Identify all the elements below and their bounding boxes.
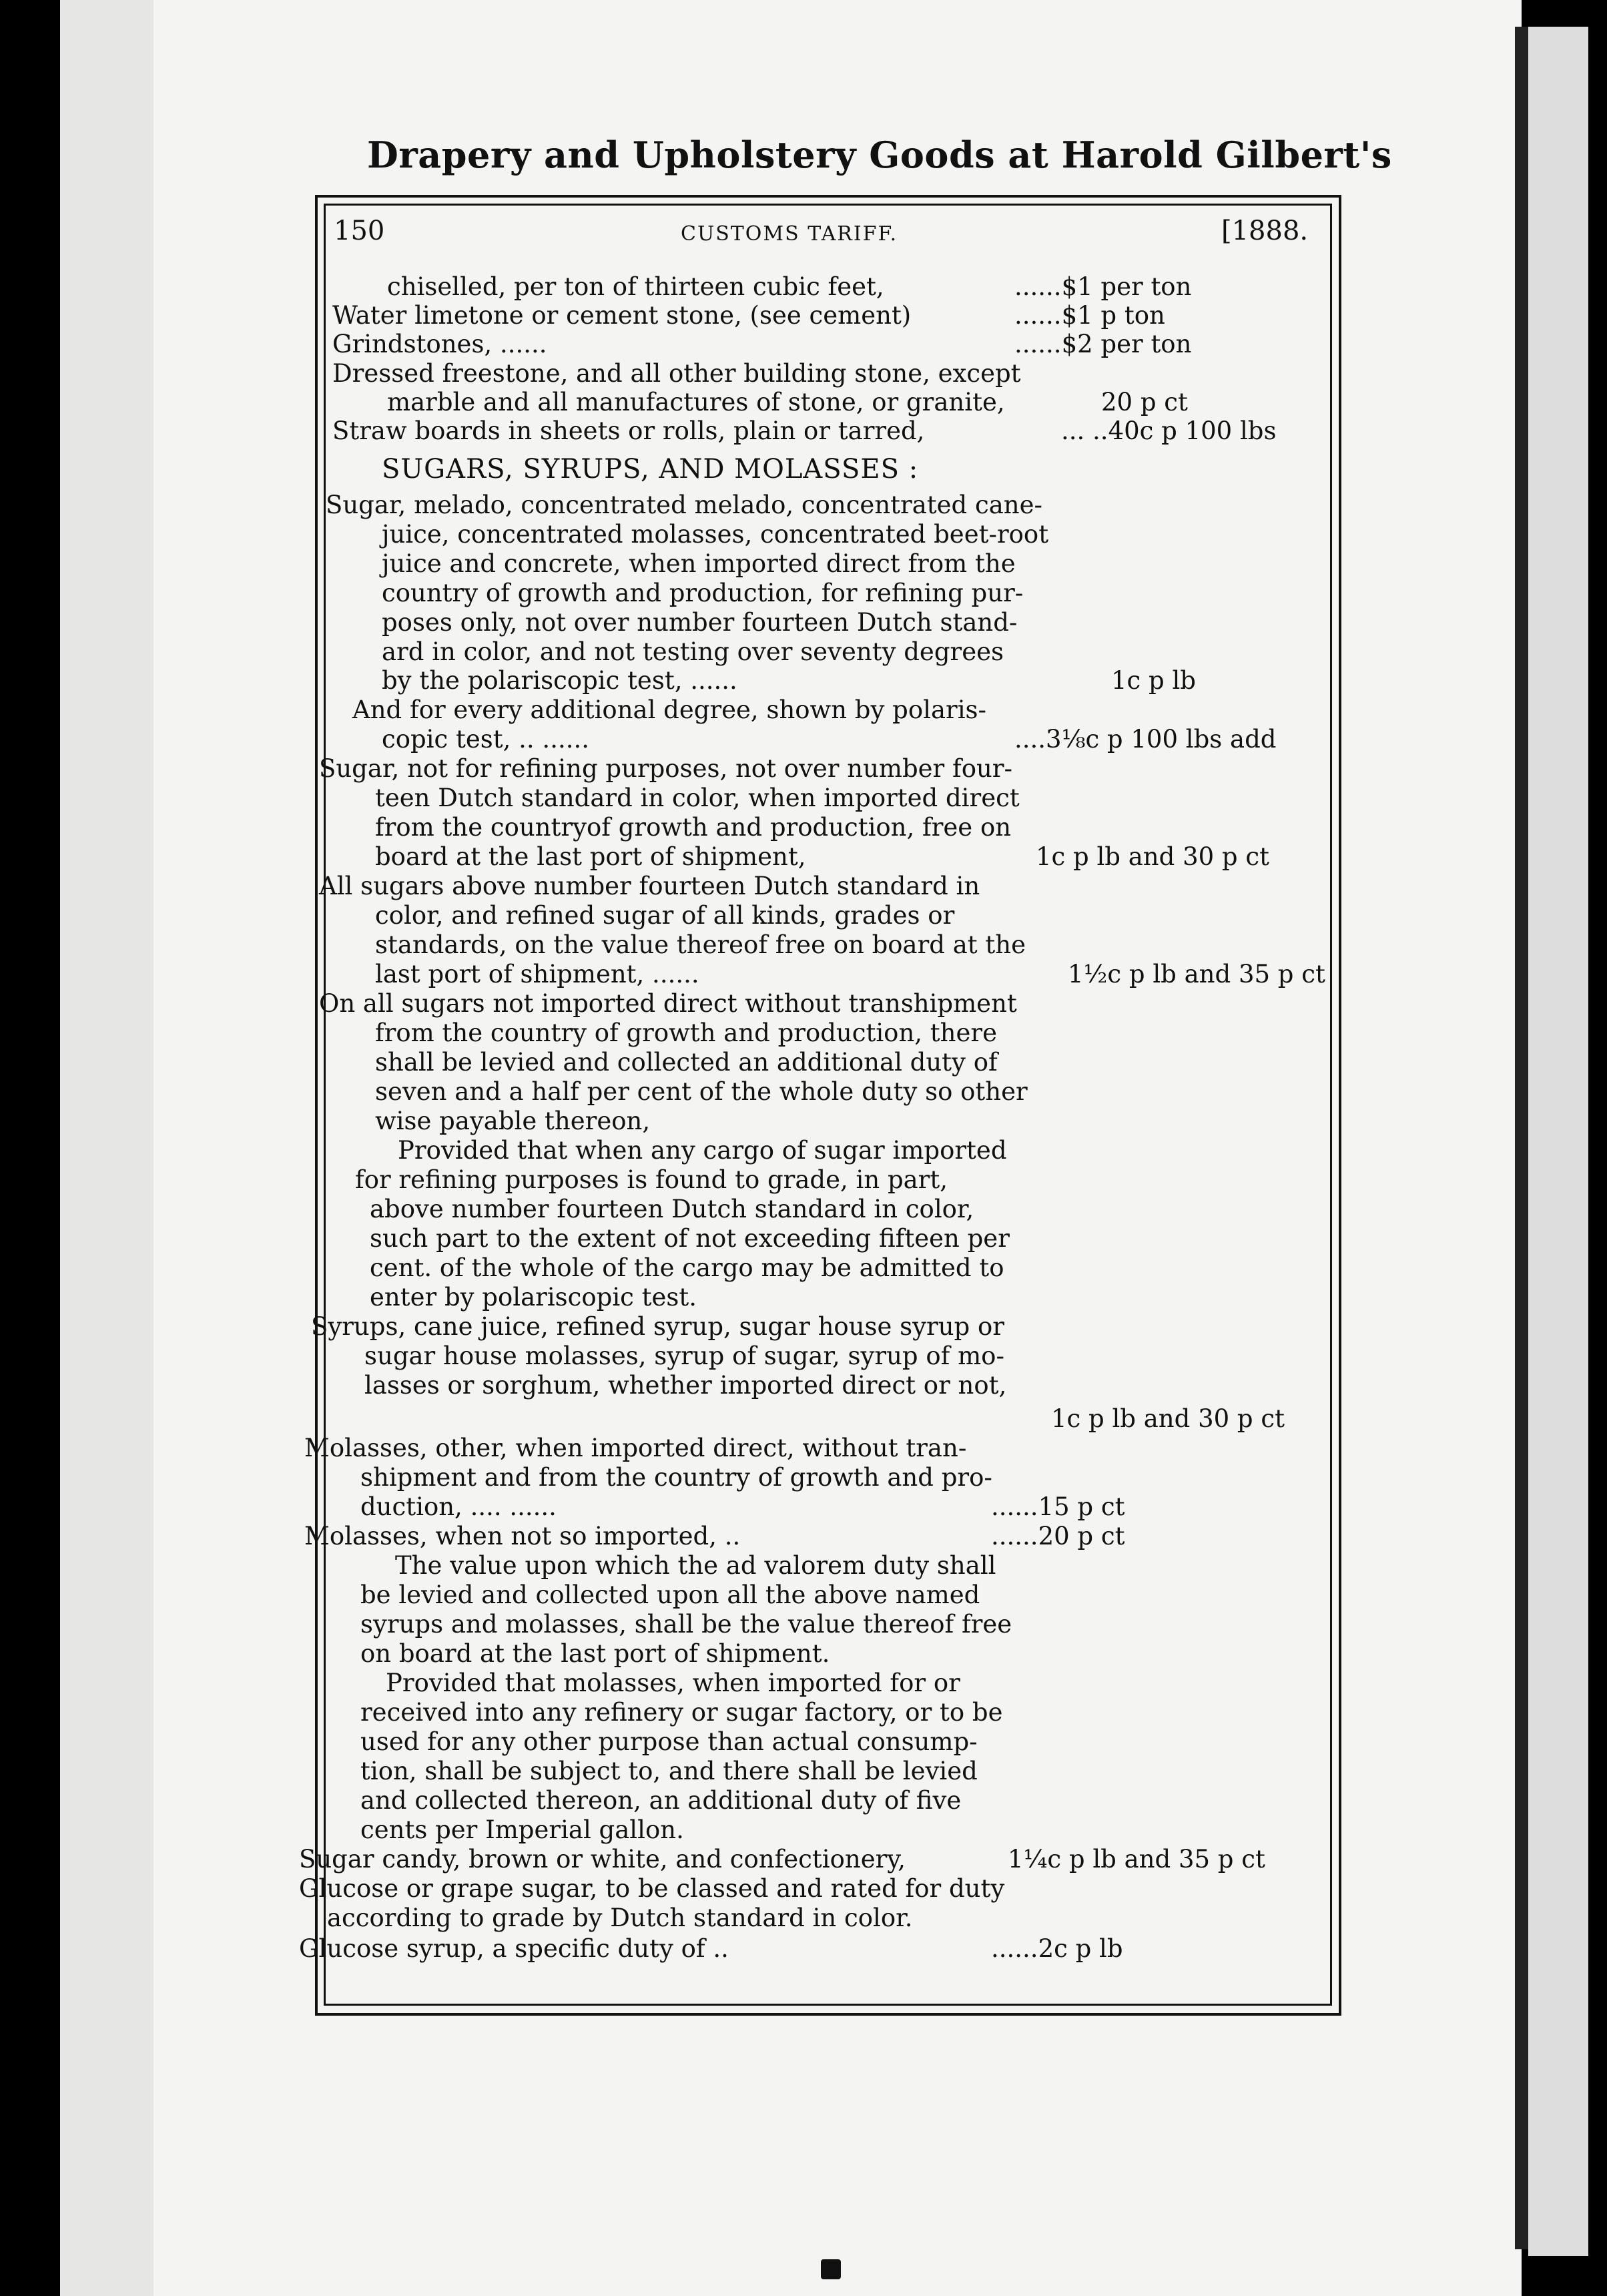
entry-text: Provided that when any cargo of sugar imported [398,1136,1007,1165]
entry-text: Grindstones, ...... [332,330,547,358]
entry-text: sugar house molasses, syrup of sugar, syrup of mo- [364,1342,1004,1370]
entry-text: Glucose syrup, a specific duty of .. [299,1934,729,1963]
entry-rate: 20 p ct [1101,388,1188,416]
entry-text: last port of shipment, ...... [375,960,699,988]
entry-text: from the country of growth and production, there [375,1019,997,1047]
entry-text: lasses or sorghum, whether imported direct or not, [364,1371,1007,1400]
entry-text: Straw boards in sheets or rolls, plain or tarred, [332,416,925,445]
entry-text: copic test, .. ...... [382,725,589,754]
entry-text: by the polariscopic test, ...... [382,666,737,695]
entry-text: Sugar candy, brown or white, and confectionery, [299,1845,906,1874]
entry-text: juice, concentrated molasses, concentrated beet-root [382,520,1049,549]
entry-text: Water limetone or cement stone, (see cement) [332,301,912,330]
entry-text: cent. of the whole of the cargo may be admitted to [370,1253,1004,1282]
entry-text: syrups and molasses, shall be the value thereof free [360,1610,1012,1639]
entry-text: on board at the last port of shipment. [360,1639,830,1668]
page-edge [1515,27,1528,2249]
entry-text: seven and a half per cent of the whole duty so other [375,1077,1028,1106]
entry-text: Glucose or grape sugar, to be classed and rated for duty [299,1874,1005,1903]
entry-text: from the countryof growth and production, free on [375,813,1012,842]
entry-rate: ......$1 p ton [1014,301,1165,330]
running-title: CUSTOMS TARIFF. [681,222,898,246]
entry-text: The value upon which the ad valorem duty shall [395,1551,996,1580]
entry-text: Sugar, not for refining purposes, not over number four- [319,754,1012,783]
entry-text: standards, on the value thereof free on board at the [375,930,1026,959]
entry-rate: ......20 p ct [991,1522,1125,1550]
entry-rate: 1c p lb and 30 p ct [1036,842,1269,871]
entry-text: Syrups, cane juice, refined syrup, sugar house syrup or [311,1312,1004,1341]
entry-rate: ....3⅛c p 100 lbs add [1014,725,1277,754]
entry-text: teen Dutch standard in color, when imported direct [375,784,1020,812]
entry-text: And for every additional degree, shown by polaris- [352,695,987,724]
entry-rate: ... ..40c p 100 lbs [1061,416,1277,445]
entry-text: cents per Imperial gallon. [360,1815,684,1844]
entry-rate: ......$2 per ton [1014,330,1192,358]
entry-text: such part to the extent of not exceeding fifteen per [370,1224,1010,1253]
entry-text: shall be levied and collected an additional duty of [375,1048,998,1077]
entry-text: color, and refined sugar of all kinds, grades or [375,901,955,930]
entry-rate: 1c p lb and 30 p ct [1051,1404,1285,1433]
entry-text: Molasses, when not so imported, .. [304,1522,741,1550]
entry-text: Molasses, other, when imported direct, without tran- [304,1434,967,1462]
entry-text: according to grade by Dutch standard in color. [327,1904,913,1932]
entry-text: Sugar, melado, concentrated melado, concentrated cane- [326,491,1042,519]
binding-mark [821,2259,841,2279]
entry-text: and collected thereon, an additional duty of five [360,1786,962,1815]
entry-text: chiselled, per ton of thirteen cubic feet, [387,272,884,301]
entry-text: tion, shall be subject to, and there shall be levied [360,1757,978,1785]
entry-text: juice and concrete, when imported direct from the [382,549,1016,578]
entry-text: used for any other purpose than actual consump- [360,1727,978,1756]
entry-text: enter by polariscopic test. [370,1283,697,1312]
entry-text: marble and all manufactures of stone, or granite, [387,388,1005,416]
entry-rate: 1c p lb [1111,666,1196,695]
section-heading: SUGARS, SYRUPS, AND MOLASSES : [382,454,919,485]
entry-text: be levied and collected upon all the above named [360,1581,980,1609]
entry-text: for refining purposes is found to grade, in part, [355,1165,948,1194]
book-spine [60,0,156,2296]
entry-text: shipment and from the country of growth and pro- [360,1463,992,1492]
entry-text: wise payable thereon, [375,1107,651,1135]
entry-text: received into any refinery or sugar factory, or to be [360,1698,1003,1727]
page-number: 150 [334,216,385,246]
entry-text: board at the last port of shipment, [375,842,806,871]
entry-text: Dressed freestone, and all other building stone, except [332,359,1021,388]
entry-rate: 1¼c p lb and 35 p ct [1008,1845,1265,1874]
entry-text: duction, .... ...... [360,1492,557,1521]
running-year: [1888. [1221,216,1309,246]
entry-rate: ......15 p ct [991,1492,1125,1521]
entry-text: country of growth and production, for refining pur- [382,579,1024,607]
next-page-edge [1528,27,1588,2256]
entry-rate: ......$1 per ton [1014,272,1192,301]
page-header: Drapery and Upholstery Goods at Harold Gilbert's [367,133,1392,176]
entry-text: ard in color, and not testing over seventy degrees [382,637,1004,666]
entry-text: above number fourteen Dutch standard in color, [370,1195,974,1223]
entry-text: All sugars above number fourteen Dutch standard in [319,872,980,900]
entry-rate: ......2c p lb [991,1934,1123,1963]
entry-text: On all sugars not imported direct without transhipment [319,989,1017,1018]
entry-rate: 1½c p lb and 35 p ct [1068,960,1325,988]
entry-text: poses only, not over number fourteen Dutch stand- [382,608,1018,637]
entry-text: Provided that molasses, when imported for or [386,1669,960,1697]
